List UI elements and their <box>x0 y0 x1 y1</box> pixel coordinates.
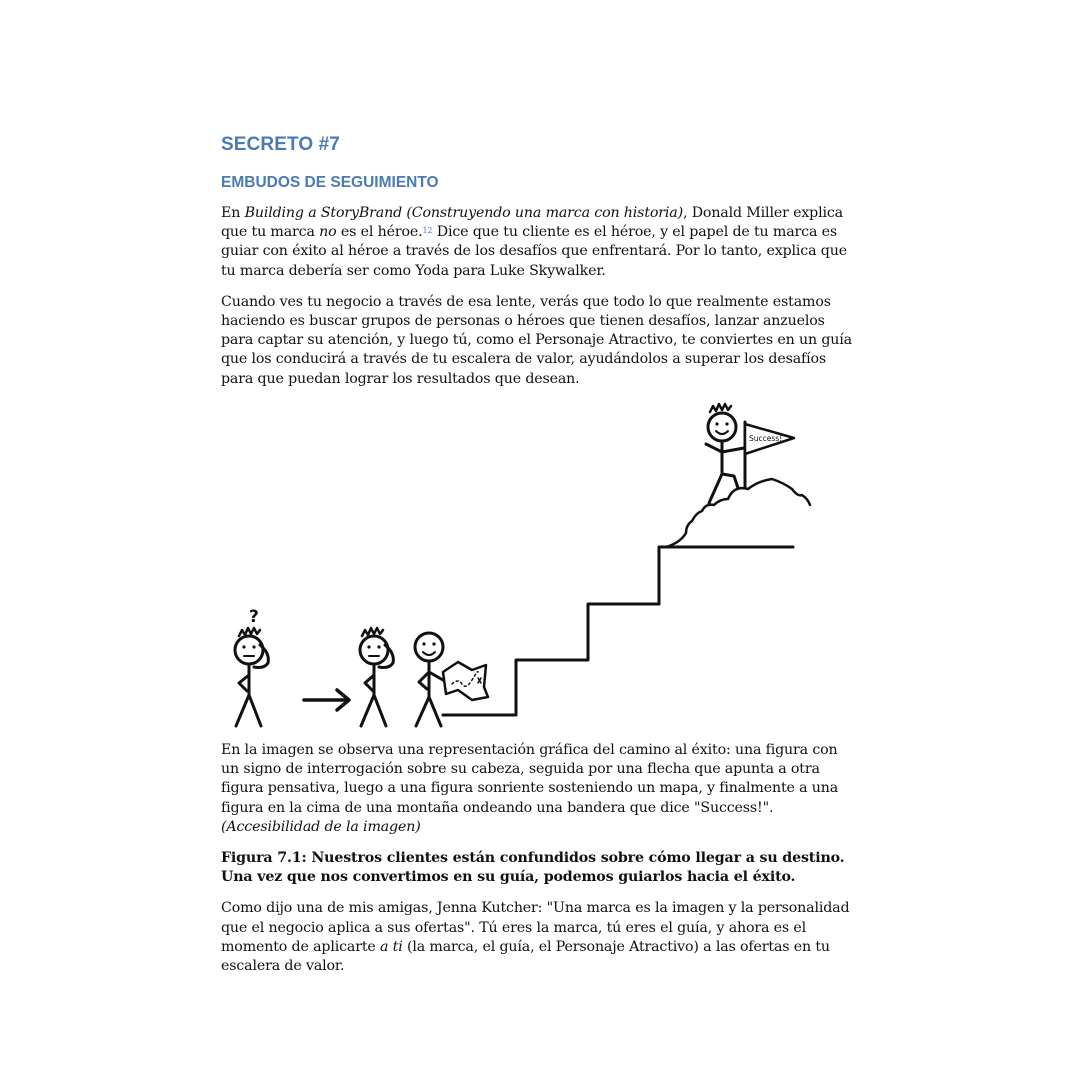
section-heading: SECRETO #7 <box>221 134 340 155</box>
paragraph-storybrand: En Building a StoryBrand (Construyendo una marca con historia), Donald Miller explica que tu marca no es el héroe.$^{12}$ Dice que tu cliente es el héroe, y el papel de tu marca es guiar con éxito al héroe a través de los desafíos que enfrentará. Por lo tanto, explica que tu marca debería ser como Yoda para Luke Skywalker. <box>221 205 847 279</box>
emphasis-a-ti: a ti <box>379 938 403 955</box>
figure-path-to-success <box>221 400 857 735</box>
map-icon <box>443 662 488 700</box>
paragraph-jenna-kutcher: Como dijo una de mis amigas, Jenna Kutcher: "Una marca es la imagen y la personalidad que el negocio aplica a sus ofertas". Tú eres la marca, tú eres el guía, y ahora es el momento de aplicarte a ti (la marca, el guía, el Personaje Atractivo) a las ofertas en tu escalera de valor. <box>221 900 850 975</box>
paragraph-lens: Cuando ves tu negocio a través de esa lente, verás que todo lo que realmente estamos haciendo es buscar grupos de personas o héroes que tienen desafíos, lanzar anzuelos para captar su atención, y luego tú, como el Personaje Atractivo, te conviertes en un guía que los conducirá a través de tu escalera de valor, ayudándolos a superar los desafíos para que puedan lograr los resultados que desean. <box>221 293 852 387</box>
arrow-icon <box>304 690 349 710</box>
page-content <box>221 128 857 389</box>
flag-text: Success! <box>749 434 783 443</box>
thinking-figure <box>360 628 393 726</box>
book-title: Building a StoryBrand (Construyendo una marca con historia) <box>244 205 683 221</box>
success-flag <box>745 422 794 487</box>
after-figure-content <box>221 741 857 976</box>
success-figure <box>706 404 744 503</box>
section-subheading: EMBUDOS DE SEGUIMIENTO <box>221 174 439 191</box>
paragraph-image-description: En la imagen se observa una representación gráfica del camino al éxito: una figura con un signo de interrogación sobre su cabeza, seguida por una flecha que apunta a otra figura pensativa, luego a una figura sonriente sosteniendo un mapa, y finalmente a una figura en la cima de una montaña ondeando una bandera que dice "Success!". (Accesibilidad de la imagen) <box>221 742 839 835</box>
staircase <box>443 547 793 715</box>
emphasis-no: no <box>319 224 337 241</box>
question-mark: ? <box>249 607 259 627</box>
confused-figure <box>235 607 268 726</box>
accessibility-note: (Accesibilidad de la imagen) <box>221 818 421 835</box>
guide-figure <box>415 633 443 726</box>
figure-caption: Figura 7.1: Nuestros clientes están confundidos sobre cómo llegar a su destino. Una vez que nos convertimos en su guía, podemos guiarlos hacia el éxito. <box>221 850 845 886</box>
footnote-link[interactable]: 12 <box>422 226 433 236</box>
